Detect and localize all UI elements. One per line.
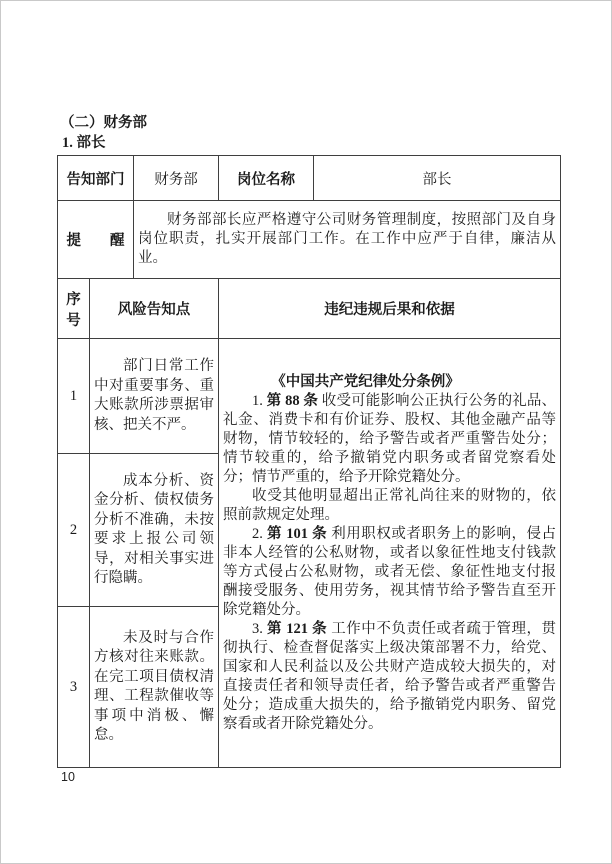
- risk-1-text: 部门日常工作中对重要事务、重大账款所涉票据审核、把关不严。: [94, 358, 214, 433]
- law-paragraph-1: 1. 第 88 条 收受可能影响公正执行公务的礼品、礼金、消费卡和有价证券、股权、其他金融产品等财物，情节较轻的，给予警告或者严重警告处分；情节较重的，给予撤销党内职务或者留党察看处分；情节严重的，给予开除党籍处分。: [223, 392, 557, 485]
- document-content: [57, 113, 560, 768]
- law-article-ref: 第 88 条: [266, 392, 319, 409]
- reminder-text: 财务部部长应严格遵守公司财务管理制度，按照部门及自身岗位职责，扎实开展部门工作。在工作中应严于自律，廉洁从业。: [138, 212, 556, 266]
- table-row-reminder: [58, 201, 561, 279]
- page-number: 10: [61, 770, 75, 784]
- section-heading: （二）财务部: [60, 115, 147, 131]
- risk-3-no: 3: [58, 607, 90, 768]
- risk-1-text-cell: [90, 339, 219, 454]
- dept-value-cell: 财务部: [134, 156, 219, 201]
- law-article-ref: 第 101 条: [267, 525, 328, 542]
- col-consequence-header: 违纪违规后果和依据: [219, 279, 561, 339]
- risk-2-text: 成本分析、资金分析、债权债务分析不准确，未按要求上报公司领导，对相关事实进行隐瞒。: [94, 472, 214, 586]
- risk-2-no: 2: [58, 454, 90, 607]
- risk-3-text-cell: [90, 607, 219, 768]
- table-row-dept: [58, 156, 561, 201]
- col-risk-header: 风险告知点: [90, 279, 219, 339]
- risk-1-no: 1: [58, 339, 90, 454]
- law-paragraph-3: 2. 第 101 条 利用职权或者职务上的影响，侵占非本人经管的公私财物，或者以象征性地支付钱款等方式侵占公私财物，或者无偿、象征性地支付报酬接受服务、使用劳务，视其情节给予警告直至开除党籍处分。: [223, 525, 557, 618]
- col-no-header: 序号: [58, 279, 90, 339]
- reminder-label-cell: 提 醒: [58, 201, 134, 279]
- position-label-cell: 岗位名称: [219, 156, 314, 201]
- table-row-risk-1: [58, 339, 561, 454]
- law-article-ref: 第 121 条: [267, 620, 328, 637]
- law-title: 《中国共产党纪律处分条例》: [271, 373, 460, 390]
- position-risk-table: [57, 155, 561, 768]
- position-value-cell: 部长: [314, 156, 561, 201]
- consequence-cell: [219, 339, 561, 768]
- law-paragraph-2: 收受其他明显超出正常礼尚往来的财物的，依照前款规定处理。: [223, 487, 556, 523]
- law-paragraph-4: 3. 第 121 条 工作中不负责任或者疏于管理，贯彻执行、检查督促落实上级决策部署不力，给党、国家和人民利益以及公共财产造成较大损失的，对直接责任者和领导责任者，给予警告或者严重警告处分；造成重大损失的，给予撤销党内职务、留党察看或者开除党籍处分。: [223, 620, 557, 732]
- reminder-text-cell: [134, 201, 561, 279]
- sub-heading: 1. 部长: [62, 135, 106, 151]
- table-row-headers: [58, 279, 561, 339]
- dept-label-cell: 告知部门: [58, 156, 134, 201]
- risk-3-text: 未及时与合作方核对往来账款。在完工项目债权清理、工程款催收等事项中消极、懈怠。: [94, 629, 214, 743]
- risk-2-text-cell: [90, 454, 219, 607]
